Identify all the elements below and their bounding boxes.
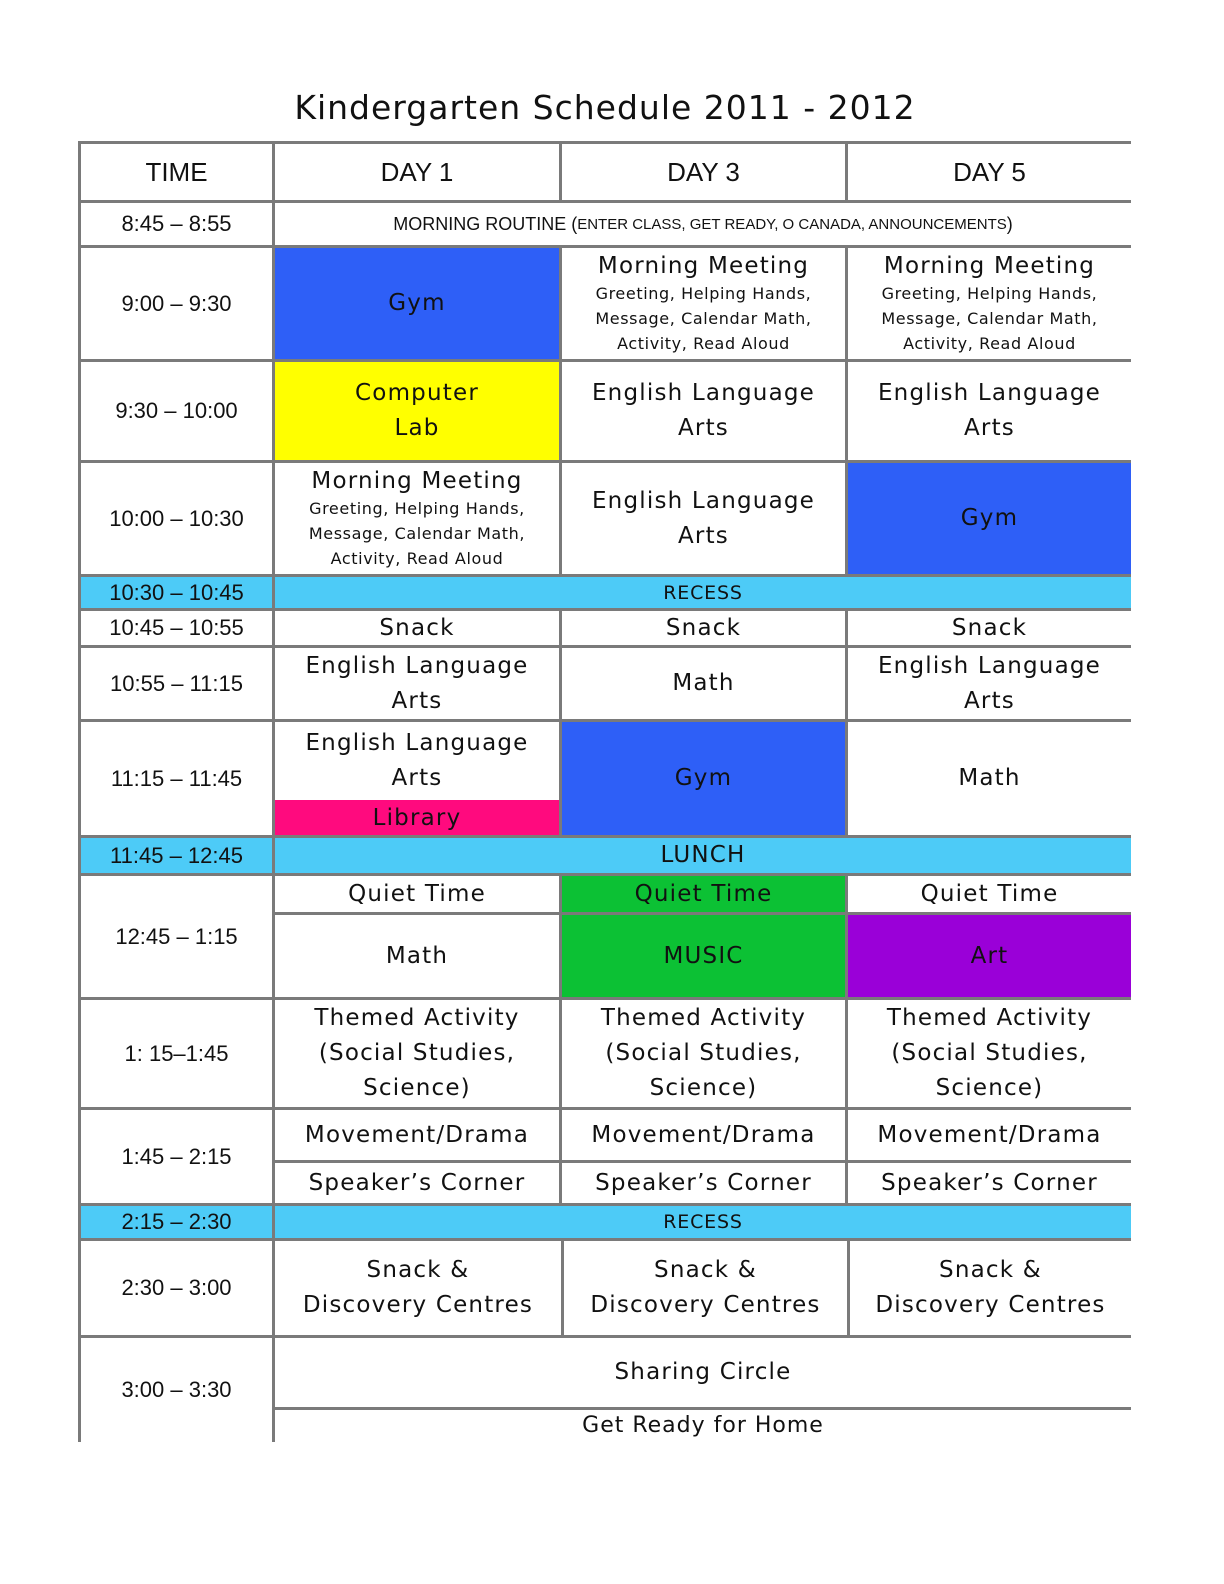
morning-routine-close: ) bbox=[1006, 213, 1013, 234]
time-0930: 9:30 – 10:00 bbox=[81, 362, 275, 463]
header-day1: DAY 1 bbox=[275, 144, 562, 203]
ela-line: Arts bbox=[678, 415, 729, 441]
day3-math: Math bbox=[562, 648, 848, 722]
sharing-circle: Sharing Circle bbox=[275, 1338, 1131, 1410]
morning-routine bbox=[275, 203, 1131, 248]
morning-routine-detail: ENTER CLASS, GET READY, O CANADA, ANNOUNCEMENTS bbox=[577, 215, 1007, 233]
time-0900: 9:00 – 9:30 bbox=[81, 248, 275, 362]
day1-snack: Snack bbox=[275, 611, 562, 648]
ela-line: English Language bbox=[591, 380, 816, 406]
day1-quiet-time: Quiet Time bbox=[275, 876, 562, 915]
header-day5: DAY 5 bbox=[848, 144, 1131, 203]
day1-library: Library bbox=[275, 800, 562, 838]
time-1030: 10:30 – 10:45 bbox=[81, 577, 275, 611]
time-1055: 10:55 – 11:15 bbox=[81, 648, 275, 722]
day1-math: Math bbox=[275, 915, 562, 1000]
header-day3: DAY 3 bbox=[562, 144, 848, 203]
schedule-table bbox=[78, 141, 1131, 1442]
day5-gym: Gym bbox=[848, 463, 1131, 577]
themed-line: Themed Activity bbox=[600, 1005, 807, 1031]
day3-snack-discovery bbox=[564, 1241, 850, 1338]
snack-discovery-line: Snack & bbox=[366, 1257, 470, 1283]
snack-discovery-line: Snack & bbox=[654, 1257, 757, 1283]
recess-band: RECESS bbox=[275, 577, 1131, 611]
themed-line: (Social Studies, bbox=[318, 1040, 516, 1066]
morning-meeting-title: Morning Meeting bbox=[311, 468, 523, 494]
day3-snack: Snack bbox=[562, 611, 848, 648]
day3-ela bbox=[562, 463, 848, 577]
themed-line: Science) bbox=[935, 1075, 1044, 1101]
day1-themed-activity bbox=[275, 1000, 562, 1110]
ela-line: English Language bbox=[877, 380, 1102, 406]
day5-math: Math bbox=[848, 722, 1131, 838]
time-0845: 8:45 – 8:55 bbox=[81, 203, 275, 248]
day5-speakers-corner: Speaker’s Corner bbox=[848, 1163, 1131, 1206]
snack-discovery-line: Discovery Centres bbox=[875, 1292, 1106, 1318]
page-title: Kindergarten Schedule 2011 - 2012 bbox=[294, 88, 916, 127]
themed-line: Themed Activity bbox=[314, 1005, 520, 1031]
computer-lab-line: Lab bbox=[394, 415, 440, 441]
day1-speakers-corner: Speaker’s Corner bbox=[275, 1163, 562, 1206]
day3-gym: Gym bbox=[562, 722, 848, 838]
lunch-band: LUNCH bbox=[275, 838, 1131, 876]
day5-movement-drama: Movement/Drama bbox=[848, 1110, 1131, 1163]
day3-music: MUSIC bbox=[562, 915, 848, 1000]
ela-line: Arts bbox=[678, 522, 729, 549]
time-0115: 1: 15–1:45 bbox=[81, 1000, 275, 1110]
ela-line: English Language bbox=[877, 652, 1102, 679]
day3-speakers-corner: Speaker’s Corner bbox=[562, 1163, 848, 1206]
day5-morning-meeting bbox=[848, 248, 1131, 362]
ela-line: Arts bbox=[391, 687, 443, 714]
morning-meeting-line: Activity, Read Aloud bbox=[330, 549, 504, 568]
morning-meeting-line: Activity, Read Aloud bbox=[617, 334, 790, 353]
morning-meeting-line: Message, Calendar Math, bbox=[308, 524, 526, 543]
day1-ela bbox=[275, 648, 562, 722]
time-0230: 2:30 – 3:00 bbox=[81, 1241, 275, 1338]
time-0215: 2:15 – 2:30 bbox=[81, 1206, 275, 1241]
morning-meeting-title: Morning Meeting bbox=[597, 253, 810, 279]
recess-band: RECESS bbox=[275, 1206, 1131, 1241]
computer-lab-line: Computer bbox=[355, 380, 479, 406]
morning-meeting-line: Message, Calendar Math, bbox=[881, 309, 1098, 328]
ela-line: English Language bbox=[305, 652, 529, 679]
snack-discovery-line: Discovery Centres bbox=[302, 1292, 534, 1318]
day5-art: Art bbox=[848, 915, 1131, 1000]
day5-snack: Snack bbox=[848, 611, 1131, 648]
time-0300: 3:00 – 3:30 bbox=[81, 1338, 275, 1442]
day5-ela bbox=[848, 362, 1131, 463]
day5-themed-activity bbox=[848, 1000, 1131, 1110]
time-1045: 10:45 – 10:55 bbox=[81, 611, 275, 648]
morning-meeting-line: Message, Calendar Math, bbox=[595, 309, 812, 328]
day5-quiet-time: Quiet Time bbox=[848, 876, 1131, 915]
themed-line: (Social Studies, bbox=[891, 1040, 1088, 1066]
time-1000: 10:00 – 10:30 bbox=[81, 463, 275, 577]
morning-meeting-line: Greeting, Helping Hands, bbox=[595, 284, 812, 303]
themed-line: Themed Activity bbox=[886, 1005, 1093, 1031]
themed-line: Science) bbox=[363, 1075, 471, 1101]
header-time: TIME bbox=[81, 144, 275, 203]
time-1245: 12:45 – 1:15 bbox=[81, 876, 275, 1000]
day1-computer-lab bbox=[275, 362, 562, 463]
day3-movement-drama: Movement/Drama bbox=[562, 1110, 848, 1163]
themed-line: Science) bbox=[649, 1075, 758, 1101]
themed-line: (Social Studies, bbox=[605, 1040, 802, 1066]
ela-line: Arts bbox=[964, 687, 1015, 714]
morning-meeting-line: Activity, Read Aloud bbox=[903, 334, 1076, 353]
snack-discovery-line: Discovery Centres bbox=[590, 1292, 821, 1318]
day1-gym: Gym bbox=[275, 248, 562, 362]
morning-meeting-title: Morning Meeting bbox=[883, 253, 1096, 279]
day3-ela bbox=[562, 362, 848, 463]
time-1115: 11:15 – 11:45 bbox=[81, 722, 275, 838]
day5-snack-discovery bbox=[850, 1241, 1131, 1338]
morning-routine-label: MORNING ROUTINE ( bbox=[393, 213, 578, 234]
snack-discovery-line: Snack & bbox=[939, 1257, 1042, 1283]
day1-morning-meeting bbox=[275, 463, 562, 577]
ela-line: Arts bbox=[391, 765, 443, 791]
day3-themed-activity bbox=[562, 1000, 848, 1110]
day1-movement-drama: Movement/Drama bbox=[275, 1110, 562, 1163]
get-ready-for-home: Get Ready for Home bbox=[275, 1410, 1131, 1442]
ela-line: Arts bbox=[964, 415, 1015, 441]
ela-line: English Language bbox=[591, 487, 816, 514]
ela-line: English Language bbox=[305, 730, 529, 756]
day3-morning-meeting bbox=[562, 248, 848, 362]
day5-ela bbox=[848, 648, 1131, 722]
day1-ela bbox=[275, 722, 562, 800]
morning-meeting-line: Greeting, Helping Hands, bbox=[309, 499, 525, 518]
time-1145: 11:45 – 12:45 bbox=[81, 838, 275, 876]
day3-quiet-time: Quiet Time bbox=[562, 876, 848, 915]
morning-meeting-line: Greeting, Helping Hands, bbox=[881, 284, 1098, 303]
day1-snack-discovery bbox=[275, 1241, 564, 1338]
time-0145: 1:45 – 2:15 bbox=[81, 1110, 275, 1206]
